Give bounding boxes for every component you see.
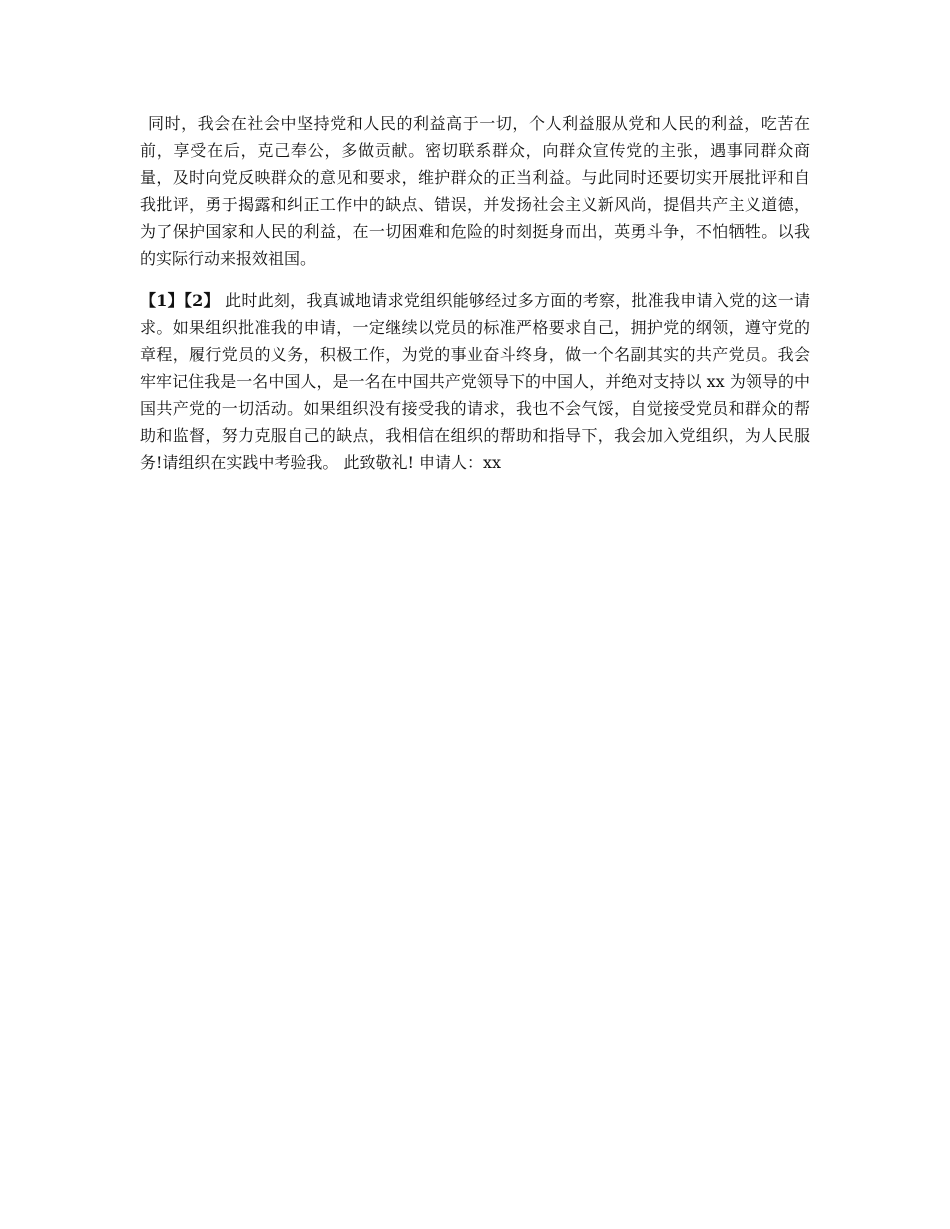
document-body bbox=[140, 110, 810, 491]
paragraph-request bbox=[140, 287, 810, 476]
paragraph-commitment: 同时，我会在社会中坚持党和人民的利益高于一切，个人利益服从党和人民的利益，吃苦在前，享受在后，克己奉公，多做贡献。密切联系群众，向群众宣传党的主张，遇事同群众商量，及时向党反映群众的意见和要求，维护群众的正当利益。与此同时还要切实开展批评和自我批评，勇于揭露和纠正工作中的缺点、错误，并发扬社会主义新风尚，提倡共产主义道德，为了保护国家和人民的利益，在一切困难和危险的时刻挺身而出，英勇斗争，不怕牺牲。以我的实际行动来报效祖国。 bbox=[140, 114, 810, 268]
page-marks[interactable]: 【1】【2】 bbox=[140, 291, 220, 310]
paragraph-request-text: 此时此刻，我真诚地请求党组织能够经过多方面的考察，批准我申请入党的这一请求。如果组织批准我的申请，一定继续以党员的标准严格要求自己，拥护党的纲领，遵守党的章程，履行党员的义务，积极工作，为党的事业奋斗终身，做一个名副其实的共产党员。我会牢牢记住我是一名中国人，是一名在中国共产党领导下的中国人，并绝对支持以 xx 为领导的中国共产党的一切活动。如果组织没有接受我的请求，我也不会气馁，自觉接受党员和群众的帮助和监督，努力克服自己的缺点，我相信在组织的帮助和指导下，我会加入党组织，为人民服务!请组织在实践中考验我。 此致敬礼! 申请人：xx bbox=[140, 291, 810, 472]
